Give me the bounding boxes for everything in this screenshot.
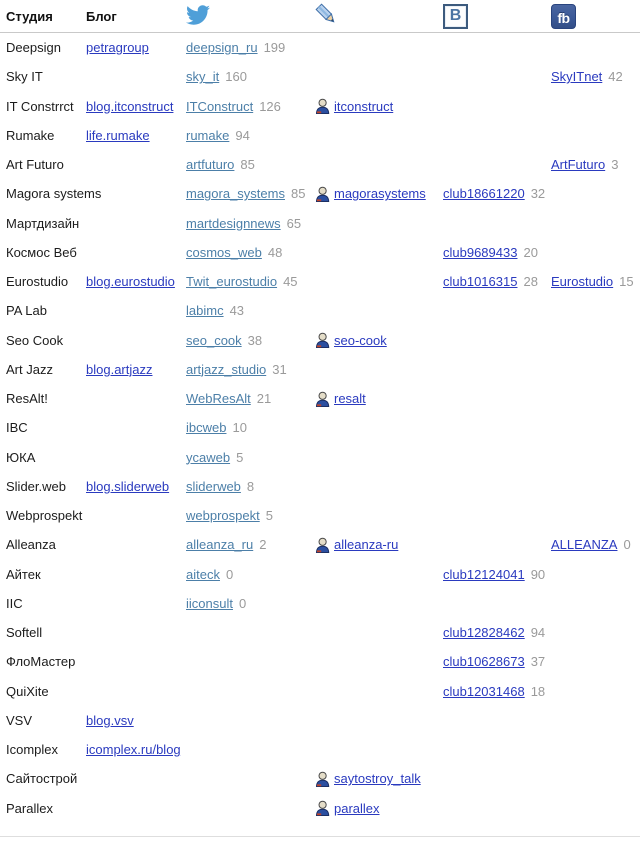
- studio-name: IBC: [6, 420, 28, 436]
- twitter-followers-count: 8: [246, 478, 255, 494]
- table-body: [0, 33, 640, 823]
- twitter-followers-count: 65: [286, 215, 302, 231]
- studio-name: Rumake: [6, 127, 55, 143]
- facebook-link[interactable]: SkyITnet: [551, 69, 603, 85]
- facebook-fans-count: 42: [608, 69, 623, 85]
- studio-name: Alleanza: [6, 537, 56, 553]
- facebook-link[interactable]: ALLEANZA: [551, 537, 618, 553]
- studio-name: Softell: [6, 625, 43, 641]
- twitter-followers-count: 45: [283, 274, 298, 290]
- vk-members-count: 37: [530, 654, 546, 670]
- table-row: [0, 209, 640, 238]
- twitter-link[interactable]: Twit_eurostudio: [186, 274, 278, 290]
- twitter-link[interactable]: ycaweb: [186, 449, 231, 465]
- studio-name: IIC: [6, 595, 23, 611]
- studio-name: Art Futuro: [6, 157, 64, 173]
- blog-link[interactable]: life.rumake: [86, 127, 150, 143]
- vk-members-count: 32: [530, 186, 546, 202]
- studio-name: Seo Cook: [6, 332, 64, 348]
- livejournal-link[interactable]: itconstruct: [334, 98, 394, 114]
- table-row: [0, 384, 640, 413]
- studio-name: Deepsign: [6, 40, 61, 56]
- studio-name: Magora systems: [6, 186, 102, 202]
- table-row: [0, 589, 640, 618]
- header-vkontakte: [443, 4, 551, 29]
- twitter-followers-count: 85: [240, 157, 255, 173]
- studio-name: ResAlt!: [6, 391, 48, 407]
- facebook-icon: fb: [551, 4, 576, 29]
- twitter-followers-count: 21: [256, 391, 272, 407]
- twitter-followers-count: 0: [225, 566, 234, 582]
- twitter-followers-count: 10: [232, 420, 247, 436]
- table-row: [0, 92, 640, 121]
- studio-name: Космос Веб: [6, 244, 77, 260]
- twitter-followers-count: 43: [229, 303, 245, 319]
- livejournal-user-icon: [315, 537, 331, 553]
- twitter-link[interactable]: sliderweb: [186, 478, 241, 494]
- twitter-link[interactable]: ibcweb: [186, 420, 227, 436]
- studio-name: Sky IT: [6, 69, 43, 85]
- studio-name: Parallex: [6, 800, 53, 816]
- studio-name: Icomplex: [6, 742, 59, 758]
- facebook-fans-count: 3: [611, 157, 619, 173]
- table-row: [0, 296, 640, 325]
- twitter-link[interactable]: labimc: [186, 303, 224, 319]
- twitter-followers-count: 48: [267, 244, 283, 260]
- twitter-link[interactable]: webprospekt: [186, 508, 260, 524]
- header-facebook: [551, 4, 640, 29]
- livejournal-user-icon: [315, 771, 331, 787]
- twitter-link[interactable]: magora_systems: [186, 186, 285, 202]
- vk-members-count: 90: [530, 566, 546, 582]
- facebook-fans-count: 15: [619, 274, 634, 290]
- blog-link[interactable]: blog.vsv: [86, 712, 134, 728]
- studio-name: Slider.web: [6, 478, 66, 494]
- livejournal-link[interactable]: saytostroy_talk: [334, 771, 421, 787]
- table-row: [0, 62, 640, 91]
- blog-link[interactable]: icomplex.ru/blog: [86, 742, 181, 758]
- table-row: [0, 677, 640, 706]
- vk-members-count: 20: [523, 244, 538, 260]
- twitter-link[interactable]: sky_it: [186, 69, 220, 85]
- livejournal-user-icon: [315, 800, 331, 816]
- vk-link[interactable]: club10628673: [443, 654, 525, 670]
- studio-name: QuiXite: [6, 683, 49, 699]
- header-studio: Студия: [6, 8, 53, 24]
- table-row: [0, 413, 640, 442]
- header-blog: Блог: [86, 8, 117, 24]
- twitter-link[interactable]: deepsign_ru: [186, 40, 258, 56]
- table-row: [0, 238, 640, 267]
- twitter-followers-count: 38: [247, 332, 263, 348]
- twitter-link[interactable]: WebResAlt: [186, 391, 251, 407]
- studio-name: VSV: [6, 712, 33, 728]
- twitter-followers-count: 126: [259, 98, 281, 114]
- table-row: [0, 735, 640, 764]
- twitter-followers-count: 31: [272, 361, 287, 377]
- vk-link[interactable]: club9689433: [443, 244, 518, 260]
- twitter-link[interactable]: alleanza_ru: [186, 537, 254, 553]
- studio-name: IT Constrrct: [6, 98, 74, 114]
- pencil-icon: [315, 3, 339, 30]
- table-row: [0, 618, 640, 647]
- vk-link[interactable]: club12124041: [443, 566, 525, 582]
- blog-link[interactable]: petragroup: [86, 40, 149, 56]
- studio-name: Айтек: [6, 566, 41, 582]
- table-row: [0, 267, 640, 296]
- twitter-followers-count: 160: [225, 69, 247, 85]
- table-row: [0, 443, 640, 472]
- bottom-divider: [0, 836, 640, 837]
- studio-name: ФлоМастер: [6, 654, 76, 670]
- header-twitter: [186, 3, 315, 30]
- twitter-followers-count: 94: [235, 127, 250, 143]
- livejournal-link[interactable]: parallex: [334, 800, 380, 816]
- table-row: [0, 794, 640, 823]
- studio-name: Eurostudio: [6, 274, 69, 290]
- livejournal-user-icon: [315, 391, 331, 407]
- twitter-link[interactable]: aiteck: [186, 566, 220, 582]
- twitter-link[interactable]: seo_cook: [186, 332, 242, 348]
- vk-link[interactable]: club12828462: [443, 625, 525, 641]
- studio-name: Webprospekt: [6, 508, 83, 524]
- twitter-bird-icon: [186, 3, 210, 30]
- twitter-link[interactable]: iiconsult: [186, 595, 233, 611]
- facebook-fans-count: 0: [623, 537, 631, 553]
- table-row: [0, 560, 640, 589]
- studio-name: PA Lab: [6, 303, 47, 319]
- livejournal-user-icon: [315, 186, 331, 202]
- blog-link[interactable]: blog.eurostudio: [86, 274, 175, 290]
- vk-link[interactable]: club12031468: [443, 683, 525, 699]
- livejournal-link[interactable]: seo-cook: [334, 332, 387, 348]
- blog-link[interactable]: blog.sliderweb: [86, 478, 170, 494]
- twitter-link[interactable]: artjazz_studio: [186, 361, 267, 377]
- table-row: [0, 121, 640, 150]
- twitter-followers-count: 5: [236, 449, 244, 465]
- twitter-followers-count: 0: [238, 595, 247, 611]
- studio-name: Мартдизайн: [6, 215, 80, 231]
- twitter-link[interactable]: rumake: [186, 127, 230, 143]
- livejournal-link[interactable]: alleanza-ru: [334, 537, 399, 553]
- twitter-link[interactable]: martdesignnews: [186, 215, 281, 231]
- twitter-followers-count: 85: [290, 186, 306, 202]
- twitter-followers-count: 5: [265, 508, 273, 524]
- table-row: [0, 706, 640, 735]
- table-row: [0, 150, 640, 179]
- livejournal-user-icon: [315, 98, 331, 114]
- twitter-followers-count: 199: [263, 40, 286, 56]
- blog-link[interactable]: blog.artjazz: [86, 361, 153, 377]
- twitter-link[interactable]: artfuturo: [186, 157, 235, 173]
- studio-name: Сайтострой: [6, 771, 78, 787]
- header-livejournal: [315, 3, 443, 30]
- twitter-link[interactable]: ITConstruct: [186, 98, 254, 114]
- table-row: [0, 501, 640, 530]
- blog-link[interactable]: blog.itconstruct: [86, 98, 174, 114]
- vk-members-count: 94: [530, 625, 546, 641]
- table-row: [0, 530, 640, 559]
- vk-members-count: 28: [523, 274, 538, 290]
- facebook-link[interactable]: ArtFuturo: [551, 157, 606, 173]
- table-header-row: [0, 0, 640, 33]
- vk-link[interactable]: club18661220: [443, 186, 525, 202]
- table-row: [0, 472, 640, 501]
- studio-name: Art Jazz: [6, 361, 53, 377]
- vk-link[interactable]: club1016315: [443, 274, 518, 290]
- table-row: [0, 647, 640, 676]
- facebook-link[interactable]: Eurostudio: [551, 274, 614, 290]
- twitter-link[interactable]: cosmos_web: [186, 244, 262, 260]
- livejournal-link[interactable]: magorasystems: [334, 186, 426, 202]
- table-row: [0, 33, 640, 62]
- studio-name: ЮКА: [6, 449, 36, 465]
- table-row: [0, 764, 640, 793]
- livejournal-link[interactable]: resalt: [334, 391, 366, 407]
- vk-icon: B: [443, 4, 468, 29]
- table-row: [0, 355, 640, 384]
- livejournal-user-icon: [315, 332, 331, 348]
- table-row: [0, 326, 640, 355]
- table-row: [0, 179, 640, 208]
- vk-members-count: 18: [530, 683, 546, 699]
- twitter-followers-count: 2: [259, 537, 267, 553]
